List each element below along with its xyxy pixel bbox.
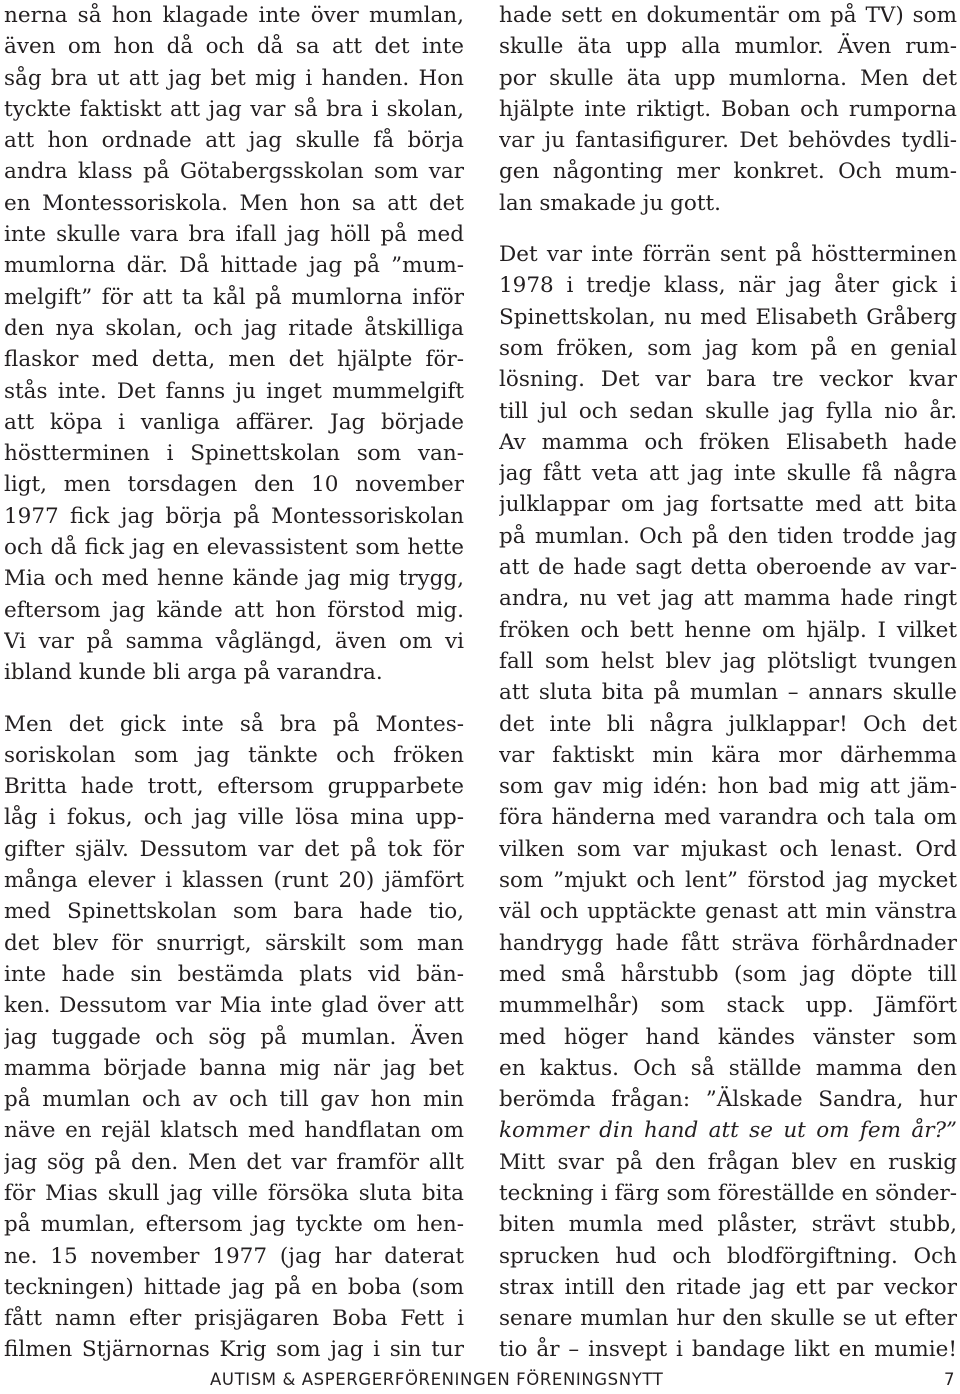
text-line: med små hårstubb (som jag döpte till <box>499 961 957 987</box>
text-line: en kaktus. Och så ställde mamma den <box>499 1055 957 1081</box>
text-line: gen någonting mer konkret. Och mum- <box>499 159 957 185</box>
text-line: tyckte faktiskt att jag var så bra i skolan, <box>4 96 464 122</box>
text-line: lan smakade ju gott. <box>499 190 721 216</box>
text-line: hade sett en dokumentär om på TV) som <box>499 3 957 28</box>
text-line: por skulle äta upp mumlorna. Men det <box>499 65 957 91</box>
text-line: fröken och bett henne om hjälp. I vilket <box>499 617 957 643</box>
text-line: jag tuggade och sög på mumlan. Även <box>4 1024 464 1050</box>
text-line: biten mumla med plåster, strävt stubb, <box>499 1212 957 1238</box>
text-line: till jul och sedan skulle jag fylla nio år. <box>499 398 957 424</box>
text-line: väl och upptäckte genast att min vänstra <box>499 899 957 925</box>
text-line: jag fått veta att jag inte skulle få några <box>499 461 957 487</box>
text-line: även om hon då och då sa att det inte <box>4 34 464 60</box>
text-line: tio år – insvept i bandage likt en mumie! <box>499 1337 957 1363</box>
text-line: teckningen) hittade jag på en boba (som <box>4 1274 464 1300</box>
text-line: inte hade sin bestämda plats vid bän- <box>4 961 464 987</box>
text-line: att köpa i vanliga affärer. Jag började <box>4 409 464 435</box>
text-line: en Montessoriskola. Men hon sa att det <box>4 190 464 216</box>
text-line: strax intill den ritade jag ett par veckor <box>499 1274 957 1300</box>
text-line: flaskor med detta, men det hjälpte för- <box>4 347 464 373</box>
paragraph <box>499 0 957 219</box>
text-line: ne. 15 november 1977 (jag har daterat <box>4 1243 464 1269</box>
text-line: soriskolan som jag tänkte och fröken <box>4 742 464 768</box>
text-line: det blev för snurrigt, särskilt som man <box>4 930 464 956</box>
paragraph-gap <box>4 689 464 709</box>
text-line: teckning i färg som föreställde en sönder- <box>499 1180 957 1206</box>
text-line: vilken som var mjukast och lenast. Ord <box>499 836 957 862</box>
text-line: ken. Dessutom var Mia inte glad över att <box>4 993 464 1019</box>
text-line: Mia och med henne kände jag mig trygg, <box>4 566 464 592</box>
paragraph <box>4 0 464 689</box>
text-line: jag sög på den. Men det var framför allt <box>4 1149 464 1175</box>
text-line: Britta hade trott, eftersom grupparbete <box>4 774 464 800</box>
text-line: att hon ordnade att jag skulle få börja <box>4 128 464 154</box>
article-column-right <box>499 0 957 1366</box>
text-line: näve en rejäl klatsch med handflatan om <box>4 1118 464 1144</box>
text-line: sprucken hud och blodförgiftning. Och <box>499 1243 957 1269</box>
text-line: Det var inte förrän sent på höstterminen <box>499 242 957 268</box>
text-line: och då fick jag en elevassistent som hette <box>4 535 464 561</box>
text-line: låg i fokus, och jag ville lösa mina upp- <box>4 805 464 831</box>
text-line: mumlorna där. Då hittade jag på ”mum- <box>4 253 464 279</box>
text-line: för Mias skull jag ville försöka sluta bita <box>4 1180 464 1206</box>
text-line: ligt, men torsdagen den 10 november <box>4 472 464 498</box>
text-line: var faktiskt min kära mor därhemma <box>499 742 957 768</box>
text-line: fall som helst blev jag plötsligt tvungen <box>499 648 957 674</box>
text-line: skulle äta upp alla mumlor. Även rum- <box>499 34 957 60</box>
text-line: gifter själv. Dessutom var det på tok för <box>4 836 464 862</box>
text-line: Av mamma och fröken Elisabeth hade <box>499 429 957 455</box>
text-line: kommer din hand att se ut om fem år?” <box>499 1118 957 1144</box>
text-line: var ju fantasifigurer. Det behövdes tydli- <box>499 128 957 154</box>
text-line: med höger hand kändes vänster som <box>499 1024 957 1050</box>
text-line: Mitt svar på den frågan blev en ruskig <box>499 1149 957 1175</box>
text-line: ibland kunde bli arga på varandra. <box>4 660 383 686</box>
text-line: på mumlan, eftersom jag tyckte om hen- <box>4 1212 464 1238</box>
text-line: Spinettskolan, nu med Elisabeth Gråberg <box>499 304 957 330</box>
publication-title: AUTISM & ASPERGERFÖRENINGEN FÖRENINGSNYTT <box>210 1370 664 1389</box>
text-line: fått namn efter prisjägaren Boba Fett i <box>4 1306 464 1332</box>
text-line: som fröken, som jag kom på en genial <box>499 335 957 361</box>
text-line: det inte bli några julklappar! Och det <box>499 711 957 737</box>
text-line: på mumlan. Och på den tiden trodde jag <box>499 523 957 549</box>
text-line: andra, nu vet jag att mamma hade ringt <box>499 586 957 612</box>
text-line: lösning. Det var bara tre veckor kvar <box>499 367 957 393</box>
text-line: 1977 fick jag börja på Montessoriskolan <box>4 503 464 529</box>
paragraph-gap <box>499 219 957 239</box>
text-line: senare mumlan hur den skulle se ut efter <box>499 1306 957 1332</box>
text-line: föra händerna med varandra och tala om <box>499 805 957 831</box>
text-line: med Spinettskolan som bara hade tio, <box>4 899 464 925</box>
text-line: som gav mig idén: hon bad mig att jäm- <box>499 774 957 800</box>
page-number: 7 <box>944 1370 956 1389</box>
text-line: stås inte. Det fanns ju inget mummelgift <box>4 378 464 404</box>
text-line: den nya skolan, och jag ritade åtskilliga <box>4 315 464 341</box>
text-line: handrygg hade fått sträva förhårdnader <box>499 930 957 956</box>
text-line: på mumlan och av och till gav hon min <box>4 1087 464 1113</box>
text-line: att sluta bita på mumlan – annars skulle <box>499 680 957 706</box>
text-line: 1978 i tredje klass, när jag åter gick i <box>499 273 957 299</box>
text-line: Men det gick inte så bra på Montes- <box>4 711 464 737</box>
text-line: många elever i klassen (runt 20) jämfört <box>4 868 464 894</box>
text-line: julklappar om jag fortsatte med att bita <box>499 492 957 518</box>
text-line: nerna så hon klagade inte över mumlan, <box>4 3 464 28</box>
text-line: hjälpte inte riktigt. Boban och rumporna <box>499 96 957 122</box>
text-line: såg bra ut att jag bet mig i handen. Hon <box>4 65 464 91</box>
paragraph <box>499 239 957 1366</box>
text-line: som ”mjukt och lent” förstod jag mycket <box>499 868 957 894</box>
text-line: andra klass på Götabergsskolan som var <box>4 159 464 185</box>
text-line: berömda frågan: ”Älskade Sandra, hur <box>499 1087 957 1113</box>
text-line: eftersom jag kände att hon förstod mig. <box>4 597 464 623</box>
text-line: höstterminen i Spinettskolan som van- <box>4 441 464 467</box>
page-footer <box>0 1370 960 1394</box>
text-line: melgift” för att ta kål på mumlorna inför <box>4 284 464 310</box>
article-column-left <box>4 0 464 1366</box>
text-line: att de hade sagt detta oberoende av var- <box>499 555 957 581</box>
paragraph <box>4 709 464 1366</box>
text-line: mummelhår) som stack upp. Jämfört <box>499 993 957 1019</box>
text-line: inte skulle vara bra ifall jag höll på med <box>4 222 464 248</box>
text-line: Vi var på samma våglängd, även om vi <box>4 628 464 654</box>
text-line: mamma började banna mig när jag bet <box>4 1055 464 1081</box>
text-line: filmen Stjärnornas Krig som jag i sin tur <box>4 1337 464 1363</box>
